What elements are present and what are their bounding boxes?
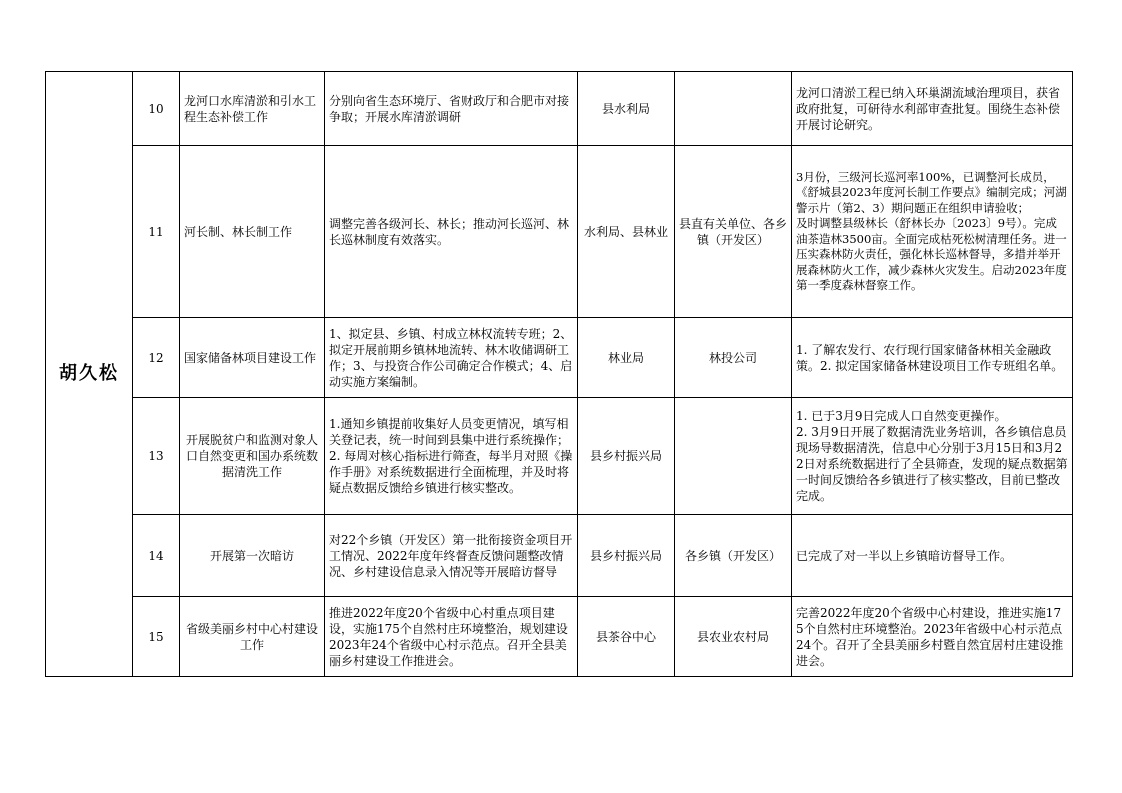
responsible-person: 胡久松	[46, 72, 133, 677]
table-row	[46, 398, 1073, 515]
work-table	[45, 71, 1093, 677]
table-row	[46, 146, 1073, 318]
task-name: 国家储备林项目建设工作	[180, 318, 325, 398]
row-number: 12	[133, 318, 180, 398]
table-row	[46, 72, 1073, 146]
coop-unit: 县农业农村局	[675, 597, 792, 677]
row-number: 14	[133, 515, 180, 597]
task-name: 开展第一次暗访	[180, 515, 325, 597]
task-name: 省级美丽乡村中心村建设工作	[180, 597, 325, 677]
row-number: 10	[133, 72, 180, 146]
lead-unit: 县乡村振兴局	[578, 398, 675, 515]
coop-unit	[675, 72, 792, 146]
coop-unit: 林投公司	[675, 318, 792, 398]
row-number: 13	[133, 398, 180, 515]
table-row	[46, 515, 1073, 597]
task-measures: 1.通知乡镇提前收集好人员变更情况，填写相关登记表，统一时间到县集中进行系统操作；2. 每周对核心指标进行筛查，每半月对照《操作手册》对系统数据进行全面梳理，并及时将疑点数据反馈给乡镇进行核实整改。	[325, 398, 578, 515]
task-measures: 1、拟定县、乡镇、村成立林权流转专班；2、拟定开展前期乡镇林地流转、林木收储调研工作；3、与投资合作公司确定合作模式；4、启动实施方案编制。	[325, 318, 578, 398]
coop-unit: 各乡镇（开发区）	[675, 515, 792, 597]
lead-unit: 县乡村振兴局	[578, 515, 675, 597]
task-measures: 推进2022年度20个省级中心村重点项目建设，实施175个自然村庄环境整治，规划建设2023年24个省级中心村示范点。召开全县美丽乡村建设工作推进会。	[325, 597, 578, 677]
task-measures: 调整完善各级河长、林长；推动河长巡河、林长巡林制度有效落实。	[325, 146, 578, 318]
task-name: 开展脱贫户和监测对象人口自然变更和国办系统数据清洗工作	[180, 398, 325, 515]
table-row	[46, 597, 1073, 677]
lead-unit: 县茶谷中心	[578, 597, 675, 677]
table-row	[46, 318, 1073, 398]
progress: 完善2022年度20个省级中心村建设，推进实施175个自然村庄环境整治。2023年省级中心村示范点24个。召开了全县美丽乡村暨自然宜居村庄建设推进会。	[792, 597, 1073, 677]
progress: 3月份，三级河长巡河率100%，已调整河长成员，《舒城县2023年度河长制工作要点》编制完成；河湖警示片（第2、3）期问题正在组织申请验收； 及时调整县级林长（舒林长办〔2023〕9号）。完成油茶造林3500亩。全面完成枯死松树清理任务。进一压实森林防火责任，强化林长巡林督导，多措并举开展森林防火工作，减少森林火灾发生。启动2023年度第一季度森林督察工作。	[792, 146, 1073, 318]
progress: 已完成了对一半以上乡镇暗访督导工作。	[792, 515, 1073, 597]
task-measures: 对22个乡镇（开发区）第一批衔接资金项目开工情况、2022年度年终督查反馈问题整改情况、乡村建设信息录入情况等开展暗访督导	[325, 515, 578, 597]
progress: 1. 了解农发行、农行现行国家储备林相关金融政策。2. 拟定国家储备林建设项目工作专班组名单。	[792, 318, 1073, 398]
lead-unit: 水利局、县林业	[578, 146, 675, 318]
work-table-sheet	[45, 71, 1093, 677]
progress: 龙河口清淤工程已纳入环巢湖流域治理项目，获省政府批复，可研待水利部审查批复。围绕生态补偿开展讨论研究。	[792, 72, 1073, 146]
progress: 1. 已于3月9日完成人口自然变更操作。 2. 3月9日开展了数据清洗业务培训，各乡镇信息员现场导数据清洗，信息中心分别于3月15日和3月22日对系统数据进行了全县筛查，发现的疑点数据第一时间反馈给各乡镇进行了核实整改，目前已整改完成。	[792, 398, 1073, 515]
task-name: 河长制、林长制工作	[180, 146, 325, 318]
row-number: 11	[133, 146, 180, 318]
row-number: 15	[133, 597, 180, 677]
lead-unit: 林业局	[578, 318, 675, 398]
coop-unit: 县直有关单位、各乡镇（开发区）	[675, 146, 792, 318]
task-measures: 分别向省生态环境厅、省财政厅和合肥市对接争取；开展水库清淤调研	[325, 72, 578, 146]
coop-unit	[675, 398, 792, 515]
lead-unit: 县水利局	[578, 72, 675, 146]
task-name: 龙河口水库清淤和引水工程生态补偿工作	[180, 72, 325, 146]
